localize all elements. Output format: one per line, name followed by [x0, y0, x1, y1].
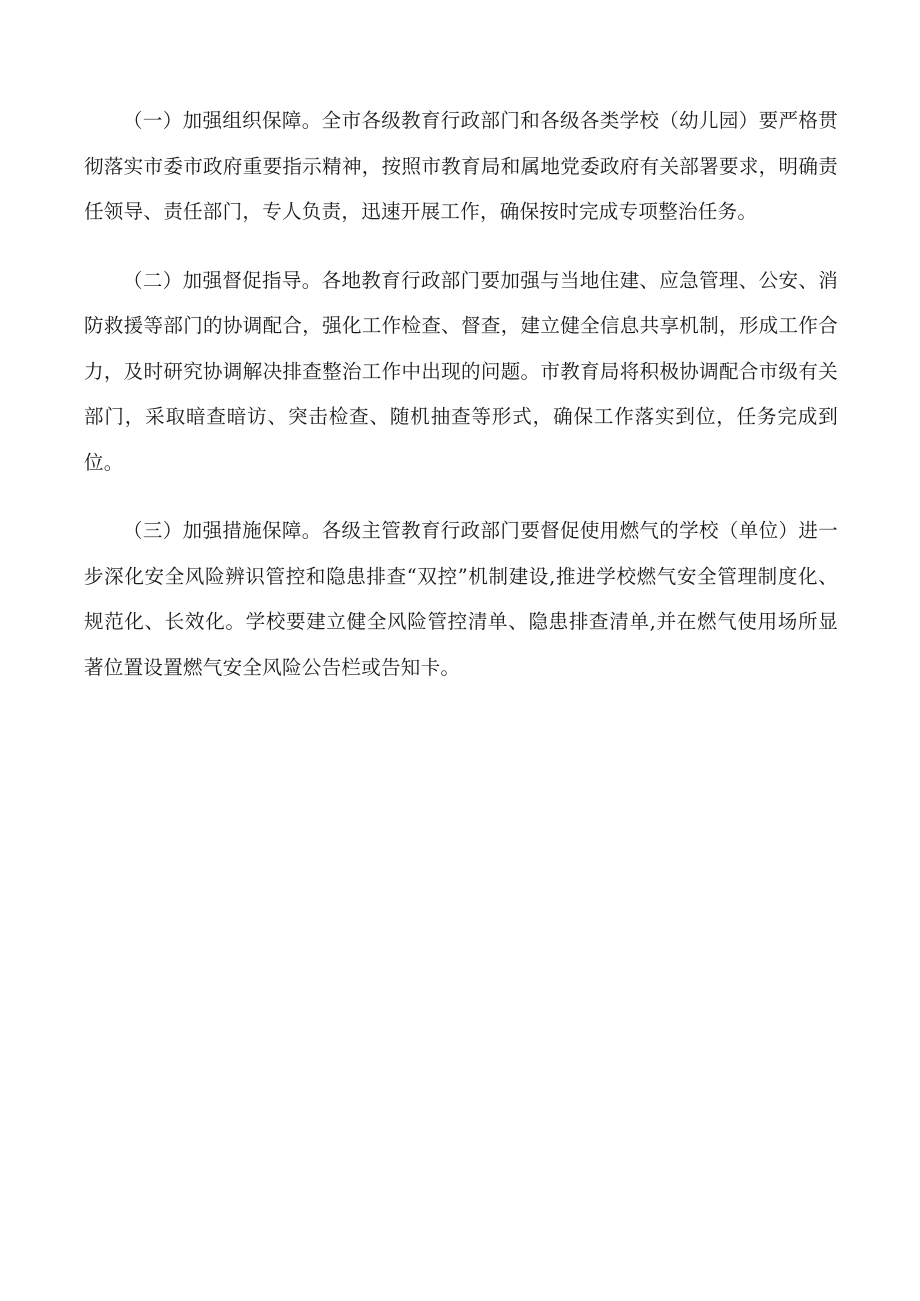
paragraph-organization-guarantee: （一）加强组织保障。全市各级教育行政部门和各级各类学校（幼儿园）要严格贯彻落实市委市政府重要指示精神，按照市教育局和属地党委政府有关部署要求，明确责任领导、责任部门，专人负责，迅速开展工作，确保按时完成专项整治任务。	[84, 109, 838, 223]
paragraph-measures-guarantee: （三）加强措施保障。各级主管教育行政部门要督促使用燃气的学校（单位）进一步深化安全风险辨识管控和隐患排查“双控”机制建设,推进学校燃气安全管理制度化、规范化、长效化。学校要建立健全风险管控清单、隐患排查清单,并在燃气使用场所显著位置设置燃气安全风险公告栏或告知卡。	[84, 519, 838, 679]
paragraph-supervision-guidance: （二）加强督促指导。各地教育行政部门要加强与当地住建、应急管理、公安、消防救援等部门的协调配合，强化工作检查、督查，建立健全信息共享机制，形成工作合力，及时研究协调解决排查整治工作中出现的问题。市教育局将积极协调配合市级有关部门，采取暗查暗访、突击检查、随机抽查等形式，确保工作落实到位，任务完成到位。	[84, 268, 838, 474]
document-body	[84, 98, 838, 713]
